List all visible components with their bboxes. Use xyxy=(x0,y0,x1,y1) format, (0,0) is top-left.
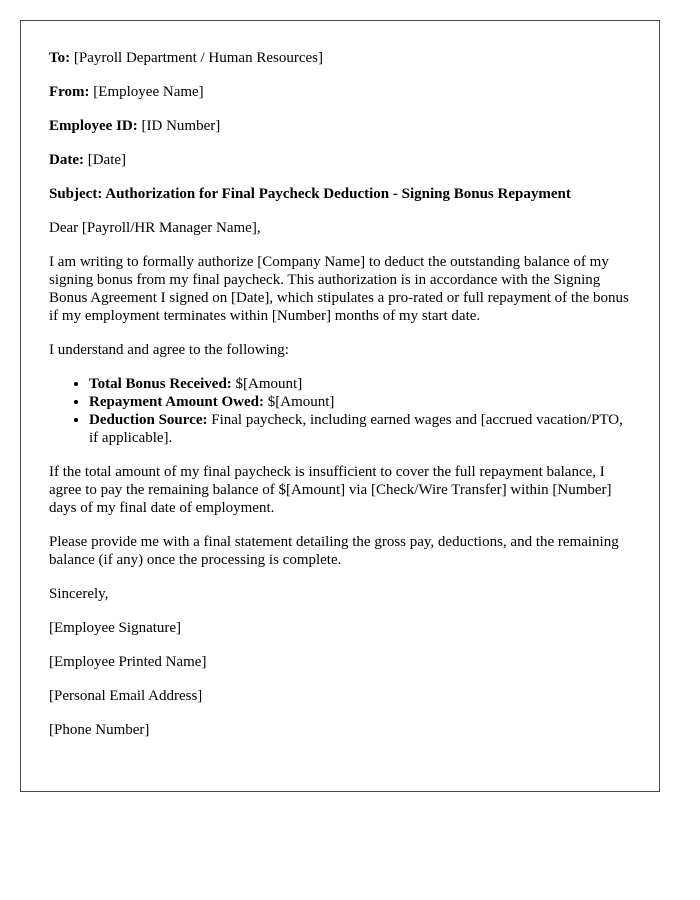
term-label: Repayment Amount Owed: xyxy=(89,394,264,410)
salutation: Dear [Payroll/HR Manager Name], xyxy=(49,220,261,236)
letter-document xyxy=(20,20,660,792)
sign-off: Sincerely, xyxy=(49,586,109,602)
date-value: [Date] xyxy=(87,152,127,168)
from-label: From: xyxy=(49,84,90,100)
paragraph-insufficient-funds: If the total amount of my final paycheck is insufficient to cover the full repayment balance, I agree to pay the remaining balance of $[Amount] via [Check/Wire Transfer] within [Number] days of my final date of employment. xyxy=(49,464,612,516)
employee-id-label: Employee ID: xyxy=(49,118,138,134)
employee-id-value: [ID Number] xyxy=(141,118,221,134)
terms-list xyxy=(49,375,631,447)
date-line xyxy=(49,151,631,169)
from-value: [Employee Name] xyxy=(93,84,204,100)
term-label: Deduction Source: xyxy=(89,412,208,428)
term-value: $[Amount] xyxy=(267,394,335,410)
date-label: Date: xyxy=(49,152,84,168)
list-item xyxy=(89,393,631,411)
list-intro: I understand and agree to the following: xyxy=(49,342,289,358)
employee-id-line xyxy=(49,117,631,135)
to-value: [Payroll Department / Human Resources] xyxy=(73,50,323,66)
to-label: To: xyxy=(49,50,71,66)
phone-placeholder: [Phone Number] xyxy=(49,722,150,738)
printed-name-placeholder: [Employee Printed Name] xyxy=(49,654,207,670)
paragraph-authorization: I am writing to formally authorize [Company Name] to deduct the outstanding balance of my signing bonus from my final paycheck. This authorization is in accordance with the Signing Bonus Agreement I signed on [Date], which stipulates a pro-rated or full repayment of the bonus if my employment terminates within [Number] months of my start date. xyxy=(49,254,629,324)
term-label: Total Bonus Received: xyxy=(89,376,232,392)
email-placeholder: [Personal Email Address] xyxy=(49,688,203,704)
from-line xyxy=(49,83,631,101)
signature-placeholder: [Employee Signature] xyxy=(49,620,182,636)
list-item xyxy=(89,411,631,447)
list-item xyxy=(89,375,631,393)
subject-line: Subject: Authorization for Final Paycheck Deduction - Signing Bonus Repayment xyxy=(49,186,571,202)
to-line xyxy=(49,49,631,67)
term-value: Final paycheck, including earned wages and [accrued vacation/PTO, if applicable]. xyxy=(89,412,623,446)
paragraph-statement-request: Please provide me with a final statement detailing the gross pay, deductions, and the remaining balance (if any) once the processing is complete. xyxy=(49,534,619,568)
term-value: $[Amount] xyxy=(235,376,303,392)
